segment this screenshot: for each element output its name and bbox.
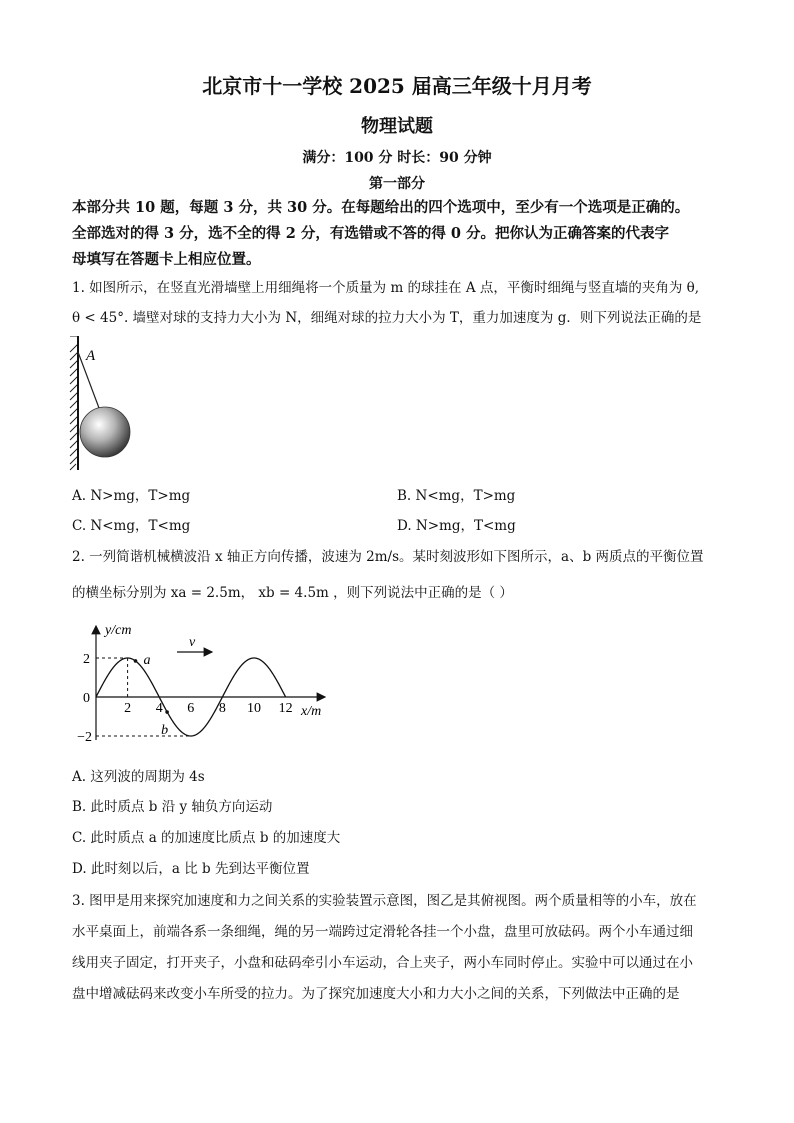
q3-stem-line-1: 3. 图甲是用来探究加速度和力之间关系的实验装置示意图，图乙是其俯视图。两个质量相等的小车，放在 — [72, 893, 697, 909]
q1-stem-line-2: θ < 45°. 墙壁对球的支持力大小为 N，细绳对球的拉力大小为 T，重力加速度为 g．则下列说法正确的是 — [72, 310, 702, 326]
q1-stem-line-1: 1. 如图所示，在竖直光滑墙壁上用细绳将一个质量为 m 的球挂在 A 点，平衡时细绳与竖直墙的夹角为 θ, — [72, 280, 700, 296]
q2-stem-line-1: 2. 一列简谐机械横波沿 x 轴正方向传播，波速为 2m/s。某时刻波形如下图所示，a、b 两质点的平衡位置 — [72, 549, 704, 565]
instruction-line-3: 母填写在答题卡上相应位置。 — [72, 251, 261, 268]
q1-option-c: C. N<mg，T<mg — [72, 518, 191, 534]
point-a-label: A — [86, 348, 96, 364]
q2-wave-chart — [72, 616, 342, 748]
point-a-marker — [134, 659, 138, 663]
point-a-label: a — [143, 652, 151, 668]
y-axis-label: y/cm — [105, 623, 132, 638]
instruction-line-2: 全部选对的得 3 分，选不全的得 2 分，有选错或不答的得 0 分。把你认为正确答案的代表字 — [72, 225, 670, 242]
y-tick-label: 2 — [83, 652, 90, 667]
q2-stem-line-2: 的横坐标分别为 xa = 2.5m， xb = 4.5m ，则下列说法中正确的是（ ） — [72, 585, 513, 601]
x-tick-label: 6 — [187, 701, 195, 716]
q2-option-c: C. 此时质点 a 的加速度比质点 b 的加速度大 — [72, 830, 341, 846]
x-tick-label: 2 — [124, 701, 132, 716]
point-b-label: b — [161, 723, 169, 739]
y-tick-label: 0 — [83, 691, 90, 706]
x-tick-label: 12 — [278, 701, 293, 716]
y-tick-label: −2 — [77, 730, 92, 745]
wall-hatch — [70, 336, 78, 470]
q3-stem-line-4: 盘中增减砝码来改变小车所受的拉力。为了探究加速度大小和力大小之间的关系，下列做法中正确的是 — [72, 986, 680, 1002]
point-b-marker — [165, 710, 169, 714]
velocity-label: v — [189, 635, 196, 650]
q1-option-a: A. N>mg，T>mg — [72, 488, 191, 504]
q1-wall-ball-figure — [68, 336, 148, 472]
instruction-line-1: 本部分共 10 题，每题 3 分，共 30 分。在每题给出的四个选项中，至少有一个选项是正确的。 — [72, 199, 690, 216]
x-axis-label: x/m — [301, 704, 322, 719]
part-heading: 第一部分 — [369, 176, 425, 192]
q2-option-d: D. 此时刻以后，a 比 b 先到达平衡位置 — [72, 861, 310, 877]
q2-option-a: A. 这列波的周期为 4s — [72, 769, 205, 785]
exam-subject: 物理试题 — [361, 116, 433, 137]
q3-stem-line-3: 线用夹子固定，打开夹子，小盘和砝码牵引小车运动，合上夹子，两小车同时停止。实验中可以通过在小 — [72, 955, 693, 971]
q2-option-b: B. 此时质点 b 沿 y 轴负方向运动 — [72, 799, 273, 815]
ball — [80, 407, 130, 457]
exam-title: 北京市十一学校 2025 届高三年级十月月考 — [202, 74, 592, 98]
x-tick-label: 8 — [218, 701, 226, 716]
exam-meta: 满分：100 分 时长：90 分钟 — [302, 150, 492, 166]
q3-stem-line-2: 水平桌面上，前端各系一条细绳，绳的另一端跨过定滑轮各挂一个小盘，盘里可放砝码。两个小车通过细 — [72, 924, 693, 940]
q1-option-d: D. N>mg，T<mg — [397, 518, 516, 534]
q1-option-b: B. N<mg，T>mg — [397, 488, 516, 504]
x-tick-label: 10 — [247, 701, 261, 716]
x-tick-label: 4 — [155, 701, 163, 716]
